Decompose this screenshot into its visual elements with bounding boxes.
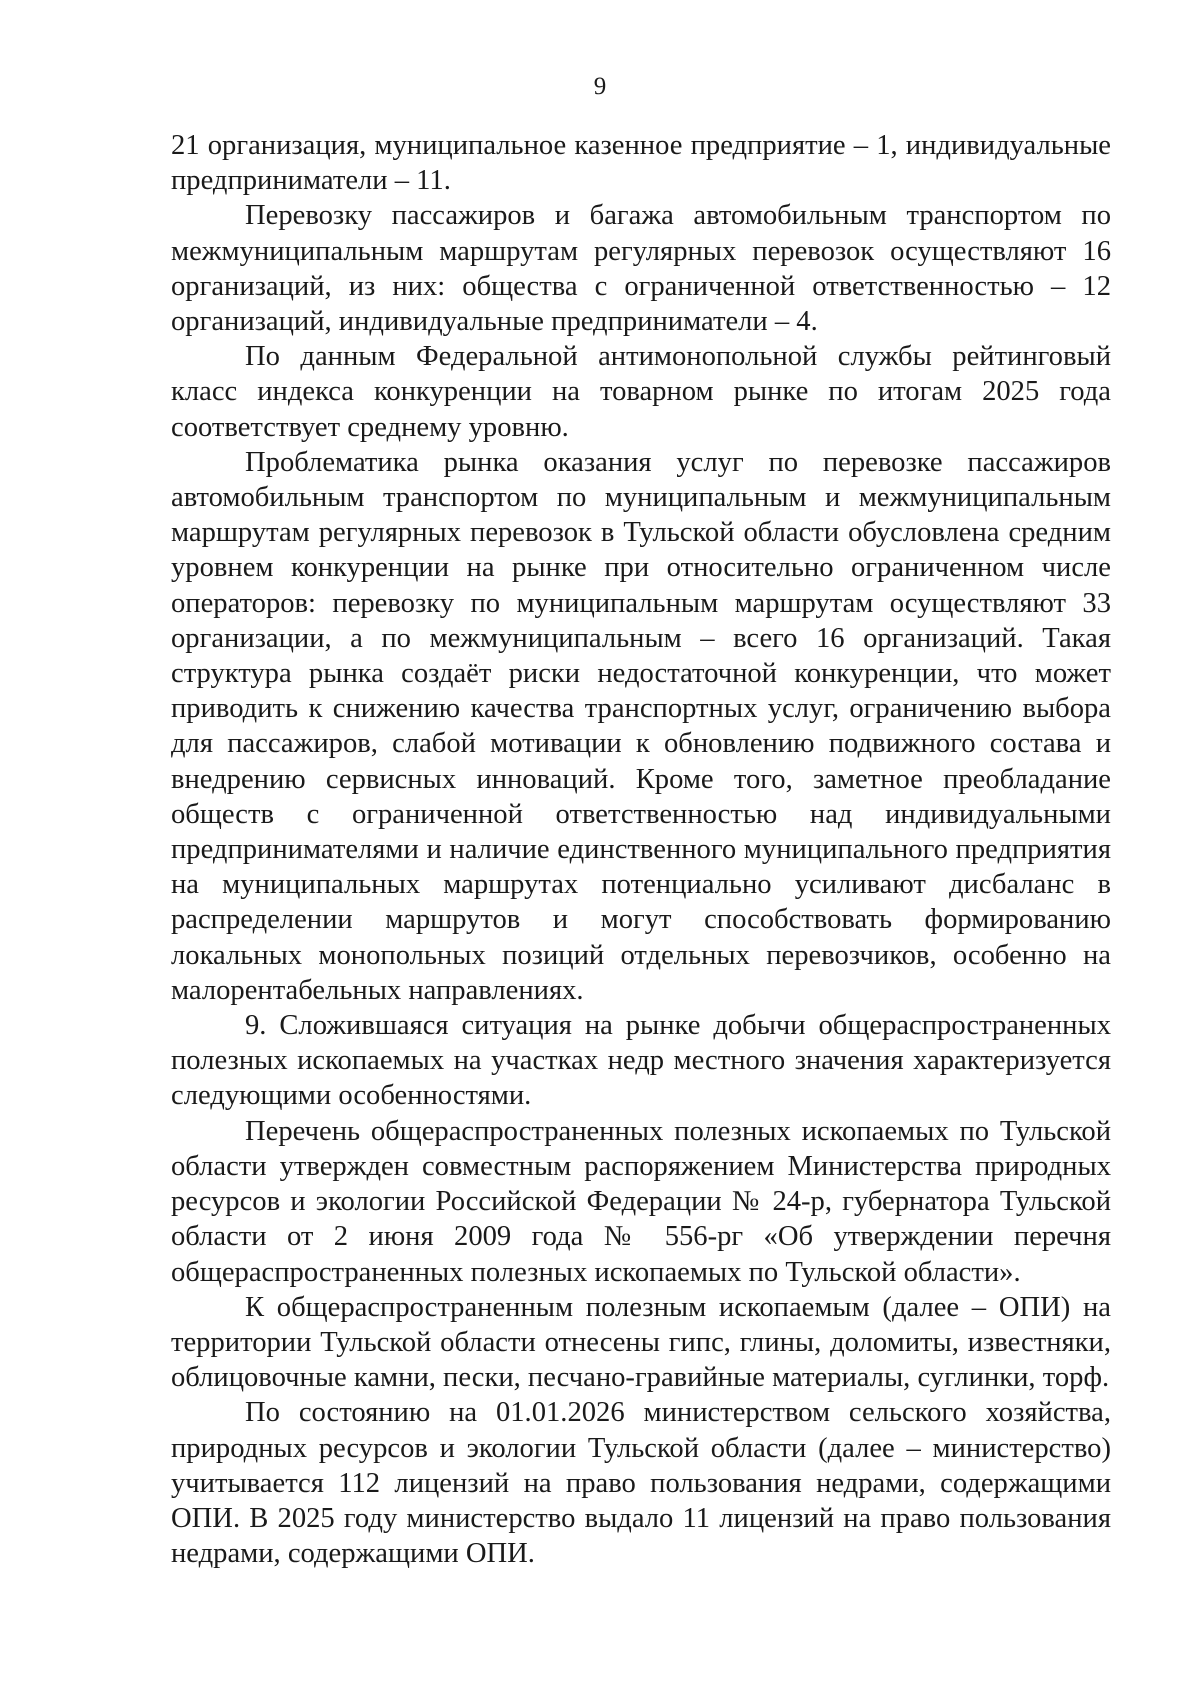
page-number: 9 xyxy=(593,73,607,100)
paragraph: По данным Федеральной антимонопольной службы рейтинговый класс индекса конкуренции на товарном рынке по итогам 2025 года соответствует среднему уровню. xyxy=(171,341,1111,443)
paragraph: 21 организация, муниципальное казенное предприятие – 1, индивидуальные предприниматели – 11. xyxy=(171,130,1111,197)
paragraph: 9. Сложившаяся ситуация на рынке добычи общераспространенных полезных ископаемых на участках недр местного значения характеризуется следующими особенностями. xyxy=(171,1010,1111,1112)
paragraph: Перевозку пассажиров и багажа автомобильным транспортом по межмуниципальным маршрутам регулярных перевозок осуществляют 16 организаций, из них: общества с ограниченной ответственностью – 12 организаций, индивидуальные предприниматели – 4. xyxy=(171,200,1111,338)
paragraph: К общераспространенным полезным ископаемым (далее – ОПИ) на территории Тульской области отнесены гипс, глины, доломиты, известняки, облицовочные камни, пески, песчано-гравийные материалы, суглинки, торф. xyxy=(171,1291,1111,1394)
paragraph: По состоянию на 01.01.2026 министерством сельского хозяйства, природных ресурсов и экологии Тульской области (далее – министерство) учитывается 112 лицензий на право пользования недрами, содержащими ОПИ. В 2025 году министерство выдало 11 лицензий на право пользования недрами, содержащими ОПИ. xyxy=(171,1397,1111,1570)
paragraph: Перечень общераспространенных полезных ископаемых по Тульской области утвержден совместным распоряжением Министерства природных ресурсов и экологии Российской Федерации № 24-р, губернатора Тульской области от 2 июня 2009 года № 556-рг «Об утверждении перечня общераспространенных полезных ископаемых по Тульской области». xyxy=(171,1115,1111,1288)
document-body xyxy=(171,128,1111,1571)
paragraph: Проблематика рынка оказания услуг по перевозке пассажиров автомобильным транспортом по муниципальным и межмуниципальным маршрутам регулярных перевозок в Тульской области обусловлена средним уровнем конкуренции на рынке при относительно ограниченном числе операторов: перевозку по муниципальным маршрутам осуществляют 33 организации, а по межмуниципальным – всего 16 организаций. Такая структура рынка создаёт риски недостаточной конкуренции, что может приводить к снижению качества транспортных услуг, ограничению выбора для пассажиров, слабой мотивации к обновлению подвижного состава и внедрению сервисных инноваций. Кроме того, заметное преобладание обществ с ограниченной ответственностью над индивидуальными предпринимателями и наличие единственного муниципального предприятия на муниципальных маршрутах потенциально усиливают дисбаланс в распределении маршрутов и могут способствовать формированию локальных монопольных позиций отдельных перевозчиков, особенно на малорентабельных направлениях. xyxy=(171,446,1111,1006)
